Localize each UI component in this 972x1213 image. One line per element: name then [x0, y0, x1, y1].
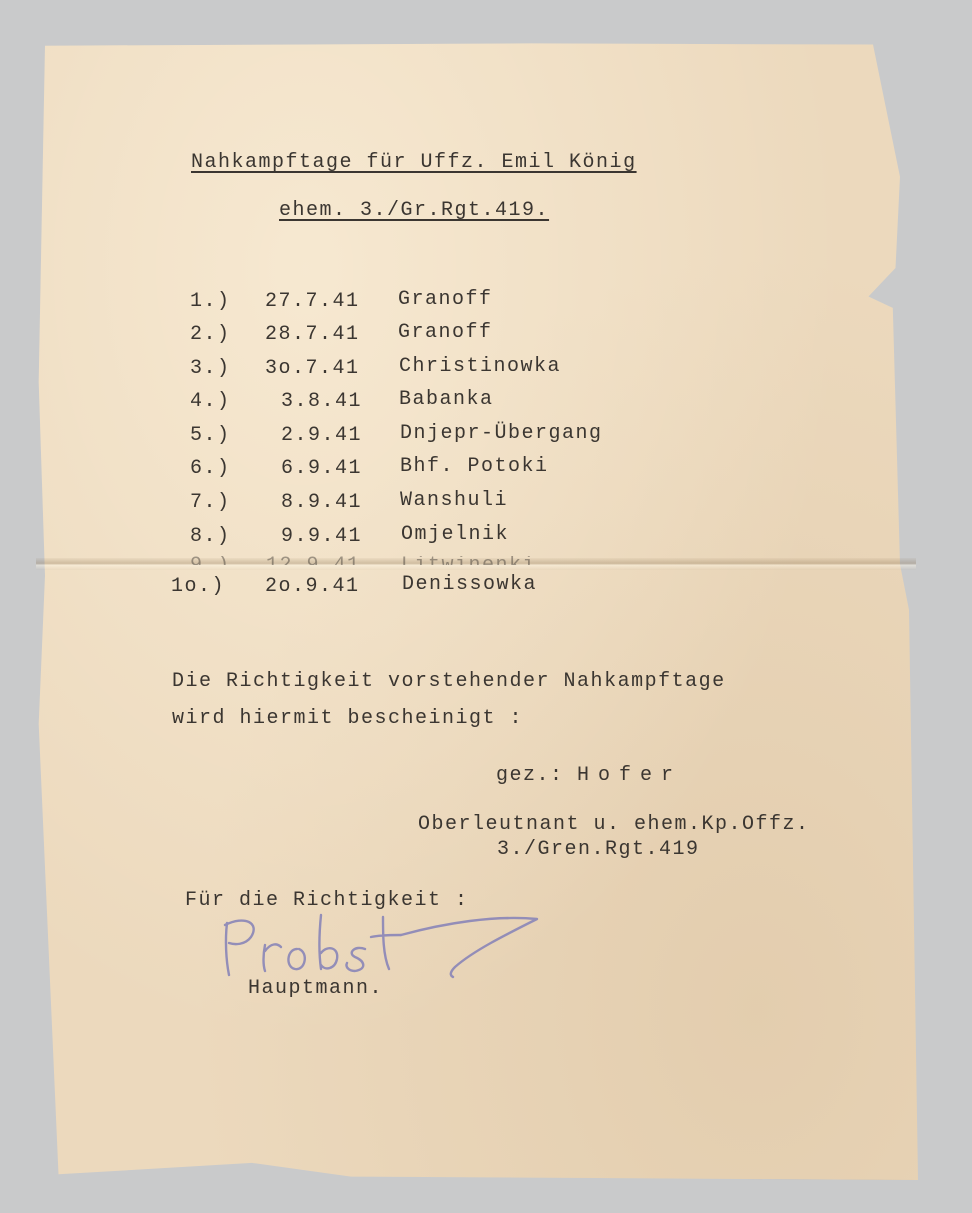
entry-date: 28.7.41 [265, 323, 360, 346]
entry-place: Dnjepr-Übergang [400, 422, 603, 445]
entry-date: 8.9.41 [281, 491, 363, 514]
entry-number: 8.) [190, 525, 231, 548]
entry-number: 4.) [190, 390, 231, 413]
entry-date: 6.9.41 [281, 457, 363, 480]
certification-line-2: wird hiermit bescheinigt : [172, 707, 524, 730]
entry-date: 2.9.41 [281, 424, 363, 447]
entry-number: 5.) [190, 424, 231, 447]
entry-date: 3o.7.41 [265, 357, 360, 380]
entry-place: Granoff [398, 321, 493, 344]
entry-number: 1o.) [171, 575, 226, 598]
document-subtitle: ehem. 3./Gr.Rgt.419. [279, 199, 550, 222]
entry-number: 3.) [190, 357, 231, 380]
entry-place: Christinowka [399, 355, 562, 378]
entry-number: 2.) [190, 323, 231, 346]
entry-place: Bhf. Potoki [400, 455, 549, 478]
entry-place: Wanshuli [400, 489, 509, 512]
document-title: Nahkampftage für Uffz. Emil König [191, 151, 637, 174]
certification-line-1: Die Richtigkeit vorstehender Nahkampftage [172, 670, 726, 693]
entry-place: Omjelnik [401, 523, 510, 546]
entry-place: Granoff [398, 288, 493, 311]
entry-place: Babanka [399, 388, 494, 411]
entry-place: Denissowka [402, 573, 538, 596]
entry-date: 27.7.41 [265, 290, 360, 313]
entry-number: 7.) [190, 491, 231, 514]
entry-date: 9.9.41 [281, 525, 363, 548]
confirmation-rank: Hauptmann. [248, 977, 384, 1000]
entry-date: 2o.9.41 [265, 575, 360, 598]
entry-number: 1.) [190, 290, 231, 313]
signer-rank: Oberleutnant u. ehem.Kp.Offz. [418, 813, 810, 836]
signed-by: gez.: Hofer [496, 764, 683, 787]
confirmation-label: Für die Richtigkeit : [185, 889, 469, 912]
entry-number: 6.) [190, 457, 231, 480]
entry-date: 3.8.41 [281, 390, 363, 413]
signer-unit: 3./Gren.Rgt.419 [497, 838, 700, 861]
